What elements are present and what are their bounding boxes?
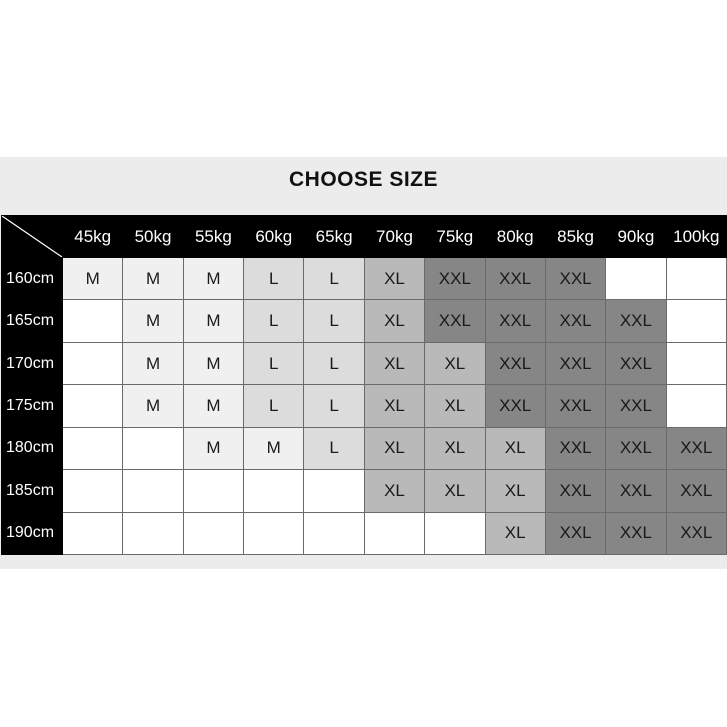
size-cell bbox=[304, 512, 364, 554]
weight-header-cell: 70kg bbox=[364, 216, 424, 258]
size-cell: L bbox=[304, 342, 364, 384]
size-cell: XXL bbox=[545, 342, 605, 384]
size-cell bbox=[63, 342, 123, 384]
table-row bbox=[2, 342, 727, 384]
size-cell: M bbox=[183, 427, 243, 469]
size-cell bbox=[666, 342, 726, 384]
height-label-cell: 165cm bbox=[2, 300, 63, 342]
height-label-cell: 185cm bbox=[2, 470, 63, 512]
size-cell: XL bbox=[485, 470, 545, 512]
height-label-cell: 170cm bbox=[2, 342, 63, 384]
table-row bbox=[2, 258, 727, 300]
size-cell: XXL bbox=[485, 258, 545, 300]
size-cell bbox=[63, 512, 123, 554]
size-cell: XXL bbox=[606, 342, 666, 384]
size-cell: XL bbox=[364, 258, 424, 300]
size-cell: L bbox=[304, 300, 364, 342]
size-cell bbox=[183, 470, 243, 512]
size-table bbox=[1, 215, 727, 555]
size-cell bbox=[123, 470, 183, 512]
size-cell bbox=[63, 385, 123, 427]
size-cell bbox=[425, 512, 485, 554]
size-cell: XXL bbox=[545, 300, 605, 342]
size-cell bbox=[244, 470, 304, 512]
table-row bbox=[2, 512, 727, 554]
size-cell bbox=[304, 470, 364, 512]
weight-header-cell: 75kg bbox=[425, 216, 485, 258]
size-cell bbox=[123, 512, 183, 554]
size-cell: XXL bbox=[485, 385, 545, 427]
size-cell: XXL bbox=[606, 512, 666, 554]
height-label-cell: 160cm bbox=[2, 258, 63, 300]
size-cell: M bbox=[183, 385, 243, 427]
size-cell: XXL bbox=[425, 300, 485, 342]
height-label-cell: 175cm bbox=[2, 385, 63, 427]
size-cell: M bbox=[244, 427, 304, 469]
weight-header-cell: 45kg bbox=[63, 216, 123, 258]
size-cell: XXL bbox=[666, 470, 726, 512]
size-cell: XXL bbox=[606, 300, 666, 342]
table-row bbox=[2, 427, 727, 469]
size-cell: XXL bbox=[545, 427, 605, 469]
size-cell bbox=[63, 470, 123, 512]
size-cell: XXL bbox=[606, 470, 666, 512]
size-cell: L bbox=[244, 385, 304, 427]
size-cell: M bbox=[183, 342, 243, 384]
size-cell: M bbox=[63, 258, 123, 300]
size-cell: M bbox=[123, 385, 183, 427]
weight-header-row bbox=[2, 216, 727, 258]
size-cell: L bbox=[244, 300, 304, 342]
weight-header-cell: 60kg bbox=[244, 216, 304, 258]
size-cell: XL bbox=[364, 470, 424, 512]
size-cell bbox=[183, 512, 243, 554]
size-cell: L bbox=[244, 258, 304, 300]
size-cell: M bbox=[183, 300, 243, 342]
weight-header-cell: 65kg bbox=[304, 216, 364, 258]
size-cell: XXL bbox=[545, 470, 605, 512]
size-cell bbox=[606, 258, 666, 300]
size-cell: XXL bbox=[545, 258, 605, 300]
weight-header-cell: 55kg bbox=[183, 216, 243, 258]
size-cell bbox=[666, 385, 726, 427]
size-cell: XXL bbox=[545, 385, 605, 427]
size-cell: XXL bbox=[666, 427, 726, 469]
diagonal-divider-icon bbox=[2, 216, 62, 257]
corner-cell bbox=[2, 216, 63, 258]
size-cell: XXL bbox=[606, 427, 666, 469]
height-label-cell: 190cm bbox=[2, 512, 63, 554]
size-cell: XXL bbox=[545, 512, 605, 554]
size-cell: XL bbox=[485, 427, 545, 469]
size-cell: M bbox=[123, 258, 183, 300]
height-label-cell: 180cm bbox=[2, 427, 63, 469]
size-cell: XXL bbox=[666, 512, 726, 554]
size-cell bbox=[666, 300, 726, 342]
table-row bbox=[2, 300, 727, 342]
size-cell: XL bbox=[364, 385, 424, 427]
size-cell: XXL bbox=[485, 300, 545, 342]
size-cell: XL bbox=[364, 342, 424, 384]
table-row bbox=[2, 470, 727, 512]
size-cell: XL bbox=[485, 512, 545, 554]
size-cell bbox=[63, 300, 123, 342]
weight-header-cell: 80kg bbox=[485, 216, 545, 258]
size-cell: M bbox=[183, 258, 243, 300]
size-cell bbox=[244, 512, 304, 554]
size-table-body bbox=[2, 258, 727, 555]
size-cell: L bbox=[304, 385, 364, 427]
weight-header-cell: 100kg bbox=[666, 216, 726, 258]
size-cell bbox=[666, 258, 726, 300]
weight-header-cell: 50kg bbox=[123, 216, 183, 258]
size-cell: XL bbox=[425, 470, 485, 512]
size-cell: XXL bbox=[425, 258, 485, 300]
weight-header-cell: 90kg bbox=[606, 216, 666, 258]
size-cell bbox=[63, 427, 123, 469]
size-cell: XL bbox=[425, 385, 485, 427]
size-cell bbox=[364, 512, 424, 554]
size-cell: XL bbox=[425, 427, 485, 469]
size-cell: XL bbox=[364, 300, 424, 342]
weight-header-cell: 85kg bbox=[545, 216, 605, 258]
size-cell: XXL bbox=[606, 385, 666, 427]
size-cell: XXL bbox=[485, 342, 545, 384]
table-row bbox=[2, 385, 727, 427]
size-cell: XL bbox=[425, 342, 485, 384]
size-cell: M bbox=[123, 342, 183, 384]
size-cell: M bbox=[123, 300, 183, 342]
size-cell: L bbox=[304, 258, 364, 300]
size-cell bbox=[123, 427, 183, 469]
page-title: CHOOSE SIZE bbox=[288, 168, 439, 191]
size-cell: XL bbox=[364, 427, 424, 469]
size-cell: L bbox=[244, 342, 304, 384]
size-cell: L bbox=[304, 427, 364, 469]
